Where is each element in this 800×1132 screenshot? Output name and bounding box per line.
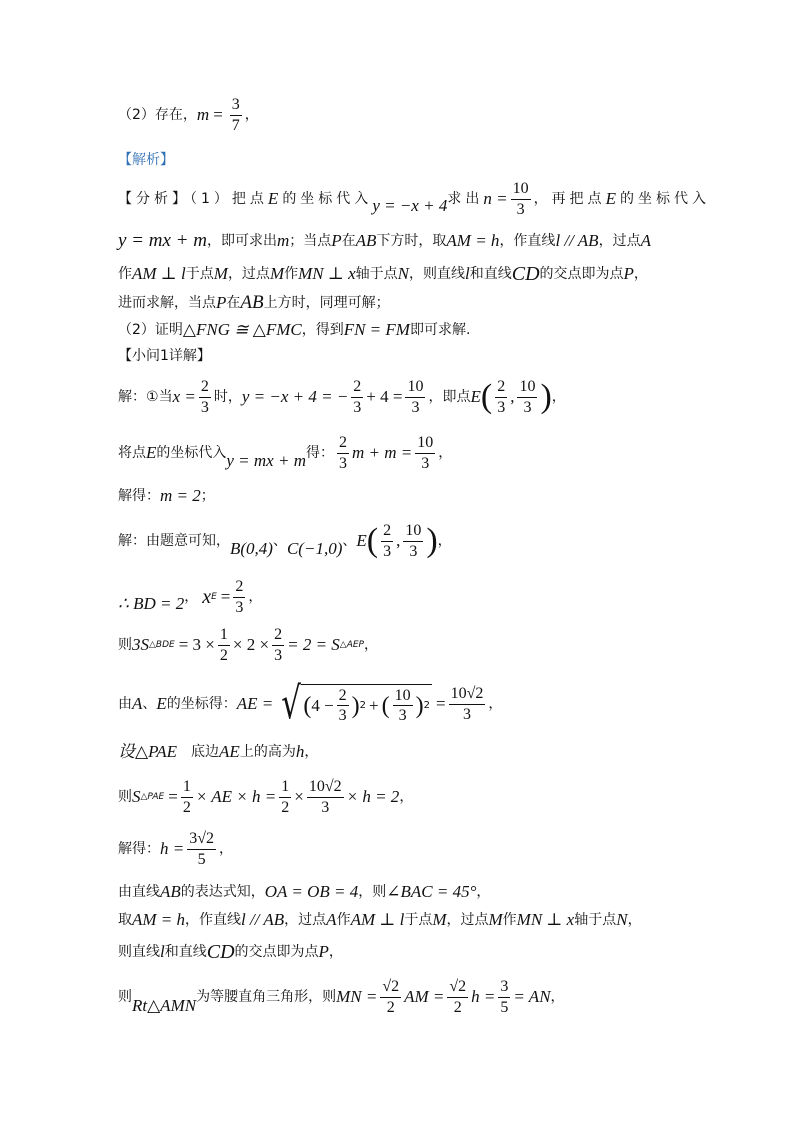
- text-span: ，: [364, 636, 378, 653]
- math-expression: =: [436, 694, 446, 714]
- text-span: 则: [118, 788, 132, 805]
- fraction: [279, 778, 291, 816]
- text-span: 则直线: [118, 943, 160, 960]
- math-expression: AE: [219, 742, 240, 761]
- math-expression: l // AB: [555, 231, 599, 251]
- math-expression: S: [132, 786, 141, 806]
- math-expression: A: [640, 231, 651, 251]
- math-expression: = 2 = S: [287, 634, 340, 654]
- text-span: ，则直线: [409, 265, 465, 282]
- math-expression: h =: [160, 838, 185, 858]
- eq-sign: =: [213, 104, 223, 124]
- fraction-numerator: 2: [337, 434, 349, 454]
- fraction: [233, 578, 245, 616]
- text-span: 将点: [118, 444, 146, 461]
- fraction-denominator: 2: [281, 798, 290, 816]
- solution-line-2: [118, 434, 740, 472]
- math-expression: = 3 ×: [178, 634, 215, 654]
- fraction-numerator: 10: [403, 522, 423, 542]
- math-expression: = AN: [513, 987, 551, 1006]
- fraction-numerator: 1: [218, 626, 230, 646]
- math-subscript: E: [211, 591, 217, 602]
- solution-line-3: [118, 486, 740, 506]
- paren: ): [426, 522, 438, 560]
- paren: (: [366, 522, 379, 560]
- math-expression: AB: [160, 882, 181, 901]
- text-span: ①: [146, 388, 159, 405]
- paren: ): [540, 378, 552, 416]
- math-expression: m = 2: [160, 486, 201, 505]
- text-span: 上的高为: [239, 743, 296, 760]
- math-expression: AM = h: [446, 231, 500, 251]
- radical: [277, 678, 432, 731]
- text-span: ；: [200, 487, 215, 504]
- paren: ): [415, 692, 424, 719]
- fraction-denominator: 3: [235, 598, 244, 616]
- math-expression: M: [213, 263, 228, 283]
- paren: (: [480, 378, 493, 416]
- math-expression: =: [220, 586, 231, 606]
- text-span: 时，: [213, 388, 242, 405]
- analysis-line-2: [118, 230, 740, 253]
- math-expression: M: [432, 910, 447, 929]
- text-span: 解得：: [118, 487, 160, 504]
- math-expression: × 2 ×: [232, 634, 270, 654]
- text-span: 于点: [185, 265, 214, 282]
- math-expression: y = −x + 4: [372, 195, 448, 215]
- fraction: [199, 378, 211, 416]
- math-expression: Rt△AMN: [132, 996, 197, 1015]
- fraction-denominator: 3: [338, 707, 347, 725]
- fraction-numerator: 2: [272, 626, 284, 646]
- math-expression: x: [202, 586, 212, 609]
- fraction-denominator: 3: [411, 398, 420, 416]
- fraction: [447, 978, 468, 1016]
- math-expression: AM ⊥ l: [132, 263, 186, 283]
- text-span: 的交点即为点: [539, 265, 624, 282]
- math-expression: × AE × h =: [195, 786, 277, 806]
- fraction-denominator: 3: [338, 454, 347, 472]
- analysis-line-3: [118, 262, 740, 286]
- solution-line-9: [118, 778, 740, 816]
- text-span: 由直线: [118, 883, 160, 900]
- fraction: [517, 378, 537, 416]
- text-span: 则: [118, 988, 132, 1005]
- fraction-denominator: 3: [398, 707, 407, 725]
- fraction: [351, 378, 363, 416]
- math-subscript: △PAE: [140, 791, 165, 802]
- fraction-numerator: 2: [381, 522, 393, 542]
- math-expression: × h = 2: [346, 786, 400, 806]
- fraction: [381, 522, 393, 560]
- fraction-numerator: 1: [279, 778, 291, 798]
- math-expression: x =: [172, 386, 196, 406]
- text-span: ，: [437, 532, 452, 549]
- math-expression: y = mx + m: [118, 230, 207, 251]
- solution-line-8: [118, 742, 740, 762]
- fraction-denominator: 2: [386, 998, 395, 1016]
- fraction-denominator: 5: [197, 850, 206, 868]
- text-span: 2: [359, 699, 367, 711]
- text-span: 解：: [118, 388, 146, 405]
- text-span: ，过点: [227, 265, 270, 282]
- text-span: 在: [226, 295, 241, 311]
- text-span: ，作直线: [499, 233, 556, 249]
- math-expression: AM = h: [132, 910, 186, 929]
- fraction: [405, 378, 425, 416]
- math-expression: MN ⊥ x: [298, 263, 356, 283]
- text-span: 和直线: [164, 943, 207, 960]
- math-expression: h: [295, 742, 305, 761]
- math-expression: FN = FM: [343, 320, 410, 339]
- fraction-numerator: 10: [415, 434, 435, 454]
- fraction-numerator: 1: [181, 778, 193, 798]
- math-expression: m: [276, 231, 290, 251]
- math-expression: ∠BAC = 45°: [386, 882, 477, 901]
- text-span: 作: [502, 911, 517, 928]
- text-span: ，: [328, 943, 343, 960]
- sub1-title: 【小问1详解】: [118, 348, 211, 364]
- math-expression: y = −x + 4 = −: [241, 386, 349, 406]
- text-span: 作: [284, 265, 299, 282]
- fraction-denominator: 3: [497, 398, 506, 416]
- solution-line-7: [118, 678, 740, 731]
- fraction: [218, 626, 230, 664]
- fraction-denominator: 3: [523, 398, 532, 416]
- math-expression: MN ⊥ x: [516, 910, 575, 929]
- math-expression: C(−1,0): [286, 538, 343, 558]
- fraction-numerator: 2: [199, 378, 211, 398]
- text-span: 上方时，同理可解；: [263, 295, 390, 311]
- fraction-denominator: 3: [274, 646, 283, 664]
- text-span: 得：: [305, 444, 334, 461]
- solution-line-1: [118, 378, 740, 416]
- paren: ): [351, 692, 360, 719]
- solution-line-6: [118, 626, 740, 664]
- text-span: 轴于点: [574, 911, 617, 928]
- analysis-line-4: [118, 292, 740, 315]
- math-expression: ∴ BD = 2: [118, 593, 185, 613]
- text-span: ，: [438, 444, 453, 461]
- text-span: ，: [476, 883, 491, 900]
- text-span: ，: [219, 840, 234, 857]
- fraction-numerator: 10√2: [307, 778, 344, 798]
- fraction-numerator: 2: [351, 378, 363, 398]
- text-span: ，得到: [301, 321, 344, 338]
- fraction: [495, 378, 507, 416]
- text-span: ，再把点: [533, 190, 606, 207]
- text-span: ，作直线: [185, 911, 242, 928]
- text-span: ，: [248, 588, 263, 605]
- math-expression: n =: [483, 188, 508, 208]
- text-span: 由: [118, 696, 132, 712]
- fraction: [307, 778, 344, 816]
- analysis-line-1: [118, 180, 740, 218]
- solution-line-5: [118, 578, 740, 616]
- solution-line-4: [118, 522, 740, 560]
- fraction-denominator: 3: [516, 200, 525, 218]
- math-expression: P: [318, 941, 329, 961]
- fraction: [403, 522, 423, 560]
- text-span: 求出: [447, 190, 484, 207]
- text-span: 则: [118, 636, 132, 653]
- fraction-denominator: 3: [463, 705, 471, 723]
- text-span: √: [281, 678, 302, 729]
- math-expression: E: [605, 188, 620, 208]
- fraction: [337, 434, 349, 472]
- q2-prefix: （2）存在，: [118, 106, 197, 123]
- solution-line-11: [118, 882, 740, 902]
- fraction-denominator: 3: [200, 398, 209, 416]
- fraction-10-3: [511, 180, 531, 218]
- fraction-numerator: 10: [511, 180, 531, 200]
- math-expression: l: [465, 263, 470, 283]
- text-span: ，即可求出: [206, 233, 277, 249]
- solution-line-14: [118, 978, 740, 1016]
- q2-answer-line: [118, 96, 740, 134]
- text-span: 即可求解.: [409, 321, 471, 338]
- math-expression: E: [156, 694, 167, 714]
- text-span: ，过点: [284, 911, 327, 928]
- fraction-numerator: √2: [380, 978, 401, 998]
- fraction: [337, 687, 349, 725]
- fraction-denominator: 3: [409, 542, 418, 560]
- math-expression: P: [216, 293, 227, 313]
- text-span: 轴于点: [355, 265, 398, 282]
- fraction-denominator: 3: [321, 798, 330, 816]
- text-span: 的坐标得：: [166, 696, 237, 712]
- text-span: 进而求解，当点: [118, 295, 216, 311]
- fraction: [498, 978, 510, 1016]
- math-expression: A: [132, 694, 143, 714]
- fraction-denominator: 5: [500, 998, 509, 1016]
- fraction-numerator: 2: [495, 378, 507, 398]
- text-span: 底边: [191, 743, 220, 760]
- math-expression: P: [623, 263, 634, 283]
- text-span: [301, 684, 432, 725]
- text-span: 、: [272, 532, 287, 549]
- solution-line-12: [118, 910, 740, 930]
- math-expression: A: [326, 910, 337, 929]
- text-span: ，: [399, 788, 414, 805]
- solution-line-13: [118, 940, 740, 964]
- text-span: ，: [551, 388, 566, 405]
- text-span: 的交点即为点: [234, 943, 319, 960]
- math-expression: m + m =: [351, 442, 413, 462]
- text-span: 、: [142, 696, 157, 712]
- text-span: ，: [488, 696, 503, 712]
- fraction-numerator: 2: [337, 687, 349, 707]
- math-expression: ,: [396, 530, 401, 550]
- fraction: [380, 978, 401, 1016]
- fraction-denominator: 2: [219, 646, 228, 664]
- math-expression: AM ⊥ l: [350, 910, 405, 929]
- fraction-numerator: 10: [405, 378, 425, 398]
- math-expression: E: [146, 442, 157, 462]
- fraction: [272, 626, 284, 664]
- math-expression: +: [369, 695, 379, 715]
- math-expression: CD: [206, 941, 235, 963]
- fraction: [449, 685, 486, 723]
- fraction-numerator: 3√2: [187, 830, 216, 850]
- var-m: m: [196, 104, 210, 124]
- math-expression: E: [356, 530, 367, 550]
- math-expression: M: [488, 910, 503, 929]
- fraction-numerator: 2: [233, 578, 245, 598]
- text-span: ，过点: [446, 911, 489, 928]
- math-expression: B(0,4): [230, 538, 273, 558]
- fraction: [181, 778, 193, 816]
- math-expression: P: [331, 231, 342, 251]
- math-expression: E: [267, 188, 283, 208]
- jiexi-heading: 【解析】: [118, 152, 174, 168]
- text-span: ，: [184, 588, 199, 605]
- text-span: 和直线: [469, 265, 512, 282]
- text-span: 【分析】（1）把点: [118, 190, 268, 207]
- math-expression: CD: [511, 263, 540, 285]
- text-span: 当: [158, 388, 173, 405]
- math-expression: AB: [240, 292, 264, 313]
- fraction: [393, 687, 413, 725]
- text-span: （2）证明: [118, 321, 183, 338]
- fraction: [187, 830, 216, 868]
- math-expression: l: [160, 941, 165, 961]
- text-span: 于点: [404, 911, 433, 928]
- text-span: 的坐标代入: [282, 190, 373, 207]
- fraction-3-7: [230, 96, 242, 134]
- text-span: 作: [118, 265, 132, 282]
- paren: (: [381, 692, 390, 719]
- math-expression: ×: [294, 786, 304, 806]
- fraction-numerator: 10: [517, 378, 537, 398]
- text-span: 下方时，取: [376, 233, 447, 249]
- text-span: 取: [118, 911, 132, 928]
- text-span: 、: [342, 532, 357, 549]
- math-expression: y = mx + m: [226, 450, 306, 470]
- fraction-numerator: 3: [498, 978, 510, 998]
- math-expression: h =: [471, 987, 496, 1006]
- math-expression: E: [470, 386, 481, 406]
- fraction-numerator: 3: [230, 96, 242, 116]
- text-span: 的坐标代入: [619, 190, 710, 207]
- text-span: ，: [244, 106, 259, 123]
- math-expression: OA = OB = 4: [264, 882, 359, 901]
- math-subscript: △AEP: [339, 639, 364, 650]
- text-span: ，: [633, 265, 648, 282]
- text-span: ，过点: [598, 233, 641, 249]
- math-expression: MN =: [336, 987, 378, 1006]
- fraction-numerator: 10: [393, 687, 413, 707]
- fraction-numerator: 10√2: [449, 685, 486, 705]
- text-span: 在: [341, 233, 356, 249]
- text-span: 作: [336, 911, 351, 928]
- text-span: 解：由题意可知，: [118, 532, 230, 549]
- text-span: 的坐标代入: [156, 444, 227, 461]
- text-span: ，: [627, 911, 642, 928]
- math-expression: + 4 =: [366, 386, 403, 406]
- text-span: ，: [550, 988, 565, 1005]
- text-span: 为等腰直角三角形，则: [196, 988, 337, 1005]
- math-expression: =: [168, 786, 178, 806]
- solution-line-10: [118, 830, 740, 868]
- math-subscript: △BDE: [149, 639, 175, 650]
- math-expression: N: [616, 910, 628, 929]
- math-expression: 4 −: [311, 695, 334, 715]
- math-expression: l // AB: [241, 910, 285, 929]
- fraction-denominator: 3: [421, 454, 430, 472]
- math-expression: N: [397, 263, 409, 283]
- math-expression: AB: [355, 231, 377, 251]
- math-expression: 设△PAE: [118, 742, 178, 761]
- math-expression: ,: [510, 386, 515, 406]
- analysis-line-5: [118, 320, 740, 340]
- text-span: 的表达式知，: [180, 883, 265, 900]
- text-span: ，则: [358, 883, 387, 900]
- text-span: ，即点: [428, 388, 471, 405]
- text-span: ；当点: [289, 233, 332, 249]
- math-expression: AE =: [236, 694, 274, 714]
- fraction-denominator: 2: [182, 798, 191, 816]
- fraction-denominator: 3: [353, 398, 362, 416]
- fraction-denominator: 2: [453, 998, 462, 1016]
- fraction: [415, 434, 435, 472]
- math-expression: 3S: [132, 634, 149, 654]
- paren: (: [303, 692, 312, 719]
- math-expression: AM =: [404, 987, 445, 1006]
- text-span: ，: [304, 743, 319, 760]
- text-span: 解得：: [118, 840, 160, 857]
- fraction-numerator: √2: [447, 978, 468, 998]
- math-expression: M: [269, 263, 285, 283]
- math-expression: △FNG ≅ △FMC: [182, 320, 302, 339]
- fraction-denominator: 3: [383, 542, 392, 560]
- fraction-denominator: 7: [231, 116, 240, 134]
- text-span: 2: [423, 699, 431, 711]
